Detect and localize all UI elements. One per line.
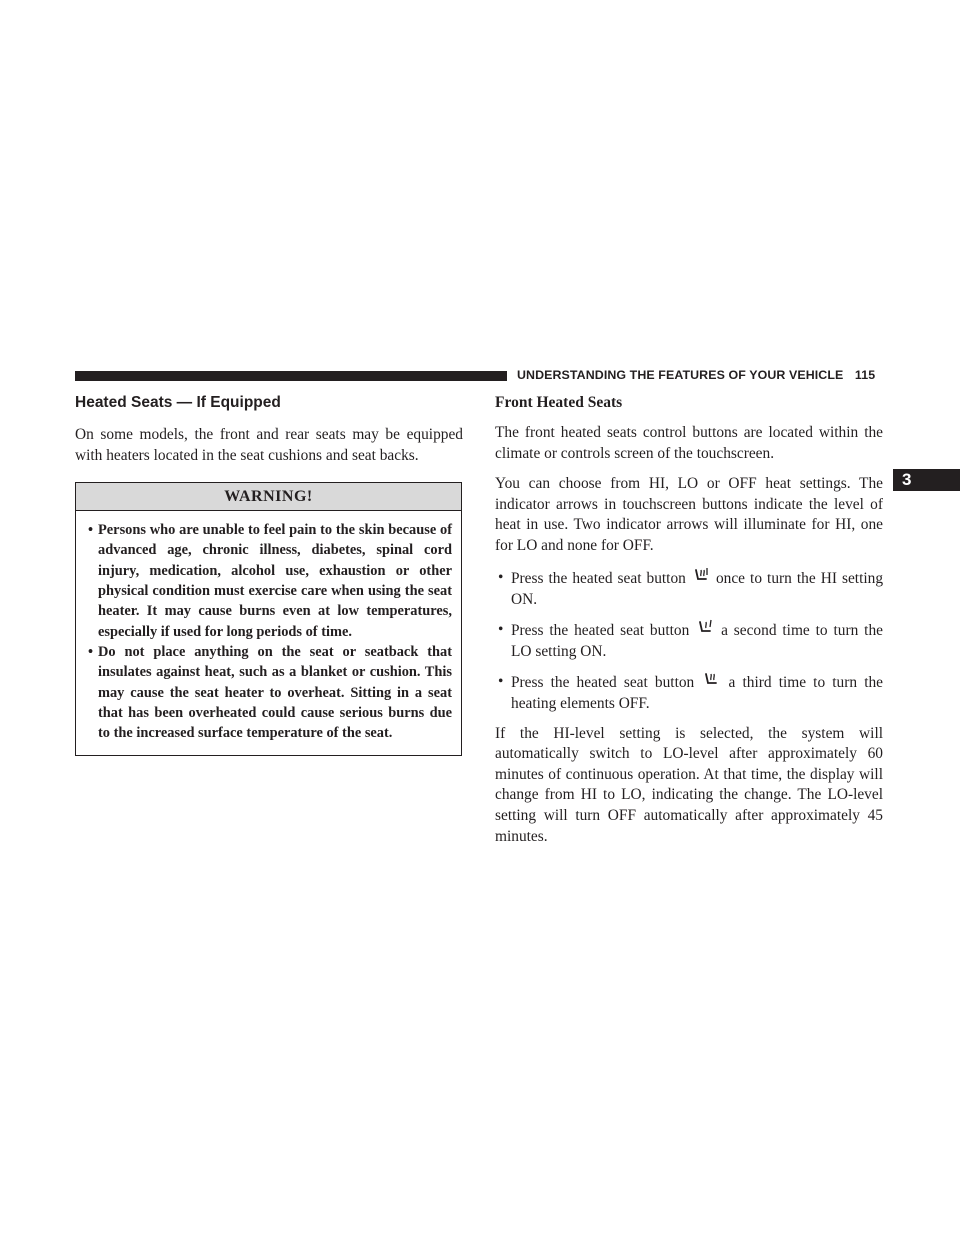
warning-item: • Persons who are unable to feel pain to the skin because of advanced age, chronic illness, diabetes, spinal cord injury, medication, alcohol use, exhaustion or other physical condition must exercise care when using the seat heater. It may cause burns even at low temperatures, especially if used for long periods of time.: [88, 520, 452, 642]
list-item-text: a second time to turn the LO setting ON.: [511, 621, 883, 660]
instruction-list: [495, 567, 883, 714]
left-column: [75, 393, 463, 756]
controls-paragraph: The front heated seats control buttons are located within the climate or controls screen of the touchscreen.: [495, 424, 883, 462]
subsection-title: Front Heated Seats: [495, 394, 623, 411]
heated-seat-hi-icon: [692, 567, 710, 585]
list-item-text: a third time to turn the heating elements OFF.: [511, 673, 884, 712]
settings-paragraph: You can choose from HI, LO or OFF heat settings. The indicator arrows in touchscreen buttons indicate the level of heat in use. Two indicator arrows will illuminate for HI, one for LO and none for OFF.: [495, 475, 883, 554]
chapter-title: UNDERSTANDING THE FEATURES OF YOUR VEHICLE: [517, 368, 844, 382]
intro-paragraph: On some models, the front and rear seats may be equipped with heaters located in the seat cushions and seat backs.: [75, 426, 463, 464]
header-rule: [75, 371, 507, 381]
warning-box: [75, 482, 462, 756]
list-item: [495, 567, 883, 610]
warning-list: [76, 511, 461, 755]
chapter-tab: 3: [893, 469, 960, 491]
list-item: [495, 619, 883, 662]
heated-seat-off-icon: [702, 671, 720, 689]
list-item-text: Press the heated seat button: [511, 569, 686, 587]
heated-seat-lo-icon: [696, 619, 714, 637]
list-item: [495, 671, 883, 714]
list-item-text: once to turn the HI setting ON.: [511, 569, 884, 608]
auto-switch-paragraph: If the HI-level setting is selected, the system will automatically switch to LO-level after approximately 60 minutes of continuous operation. At that time, the display will change from HI to LO, indicating the change. The LO-level setting will turn OFF automatically after approximately 45 minutes.: [495, 724, 883, 845]
running-header: [517, 368, 887, 382]
section-title: Heated Seats — If Equipped: [75, 394, 281, 411]
page-number: 115: [854, 368, 876, 382]
warning-heading: WARNING!: [76, 483, 461, 511]
right-column: [495, 393, 883, 857]
list-item-text: Press the heated seat button: [511, 621, 690, 639]
warning-item: • Do not place anything on the seat or seatback that insulates against heat, such as a blanket or cushion. This may cause the seat heater to overheat. Sitting in a seat that has been overheated could cause serious burns due to the increased surface temperature of the seat.: [88, 642, 452, 743]
list-item-text: Press the heated seat button: [511, 673, 695, 691]
